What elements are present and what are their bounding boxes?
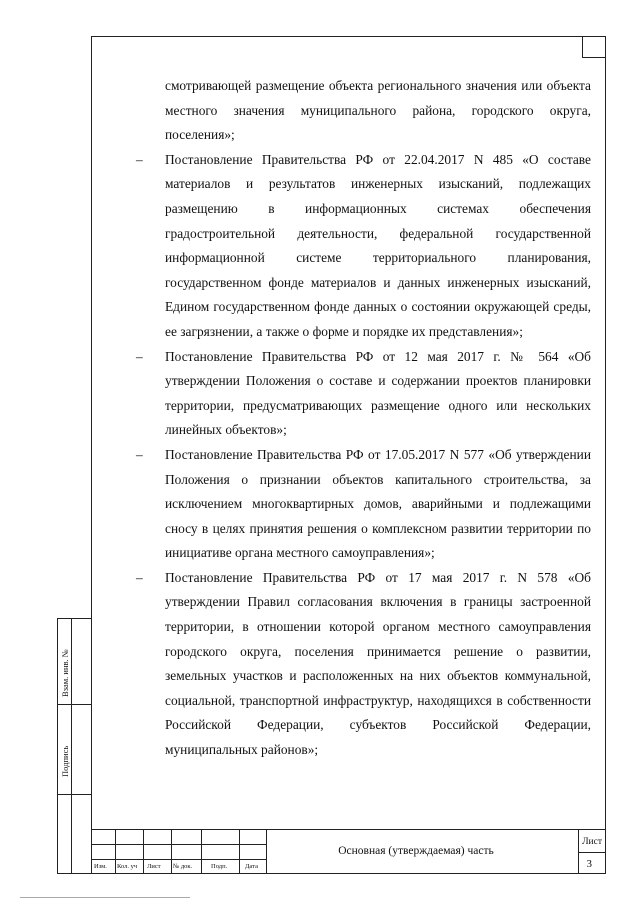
scan-edge-rule <box>20 897 190 898</box>
side-strip-column <box>72 619 92 873</box>
document-title: Основная (утверждаемая) часть <box>338 845 494 857</box>
sheet-label: Лист <box>582 837 602 847</box>
title-block-line <box>171 830 172 874</box>
list-dash: – <box>136 151 143 167</box>
list-dash: – <box>136 446 143 462</box>
sheet-number: 3 <box>586 858 592 870</box>
title-block <box>91 829 606 874</box>
title-block-line <box>91 859 266 860</box>
list-item-text: Постановление Правительства РФ от 12 мая 2017 г. № 564 «Об утверждении Положения о составе и содержании проектов планировки территории, предусматривающих размещение одного или нескольких линейных объектов»; <box>165 348 591 438</box>
col-list-header: Лист <box>147 863 161 870</box>
col-kol-header: Кол. уч <box>117 863 138 870</box>
title-block-line <box>91 844 266 845</box>
list-dash: – <box>136 569 143 585</box>
col-izm-header: Изм. <box>94 863 107 870</box>
list-item-text: Постановление Правительства РФ от 17 мая 2017 г. N 578 «Об утверждении Правил согласования включения в границы застроенной территории, в отношении которой органом местного самоуправления городского округа, поселения принимается решение о развитии, земельных участков и расположенных на них объектов коммунальной, социальной, транспортной инфраструктур, находящихся в собственности Российской Федерации, субъектов Российской Федерации, муниципальных районов»; <box>165 569 591 758</box>
vzam-inv-label: Взам. инв. № <box>60 649 70 697</box>
side-stamp-strip <box>57 618 91 874</box>
title-block-line <box>115 830 116 874</box>
col-data-header: Дата <box>245 863 258 870</box>
list-item-text: Постановление Правительства РФ от 22.04.2017 N 485 «О составе материалов и результатов инженерных изысканий, подлежащих размещению в информационных системах обеспечения градостроительной деятельности, федеральной государственной информационной системе территориального планирования, государственном фонде материалов и данных инженерных изысканий, Едином государственном фонде данных о состоянии окружающей среды, ее загрязнении, а также о форме и порядке их представления»; <box>165 151 591 339</box>
side-strip-divider <box>58 794 92 795</box>
corner-box <box>582 36 606 58</box>
col-ndok-header: № док. <box>173 863 193 870</box>
title-block-line <box>239 830 240 874</box>
list-item <box>136 148 591 345</box>
title-block-line <box>143 830 144 874</box>
title-block-line <box>578 852 606 853</box>
title-block-line <box>201 830 202 874</box>
col-podp-header: Подп. <box>211 863 228 870</box>
continuation-paragraph: смотривающей размещение объекта регионального значения или объекта местного значения муниципального района, городского округа, поселения»; <box>165 78 591 143</box>
list-item <box>136 443 591 566</box>
list-item <box>136 566 591 763</box>
document-body <box>136 74 591 763</box>
podpis-label: Подпись <box>60 745 70 777</box>
side-strip-divider <box>58 704 92 705</box>
list-dash: – <box>136 348 143 364</box>
title-block-line <box>266 830 267 874</box>
title-block-line <box>91 830 92 874</box>
list-item <box>136 345 591 443</box>
list-item-text: Постановление Правительства РФ от 17.05.2017 N 577 «Об утверждении Положения о признании объектов капитального строительства, за исключением многоквартирных домов, аварийными и подлежащими сносу в целях принятия решения о комплексном развитии территории по инициативе органа местного самоуправления»; <box>165 446 591 561</box>
